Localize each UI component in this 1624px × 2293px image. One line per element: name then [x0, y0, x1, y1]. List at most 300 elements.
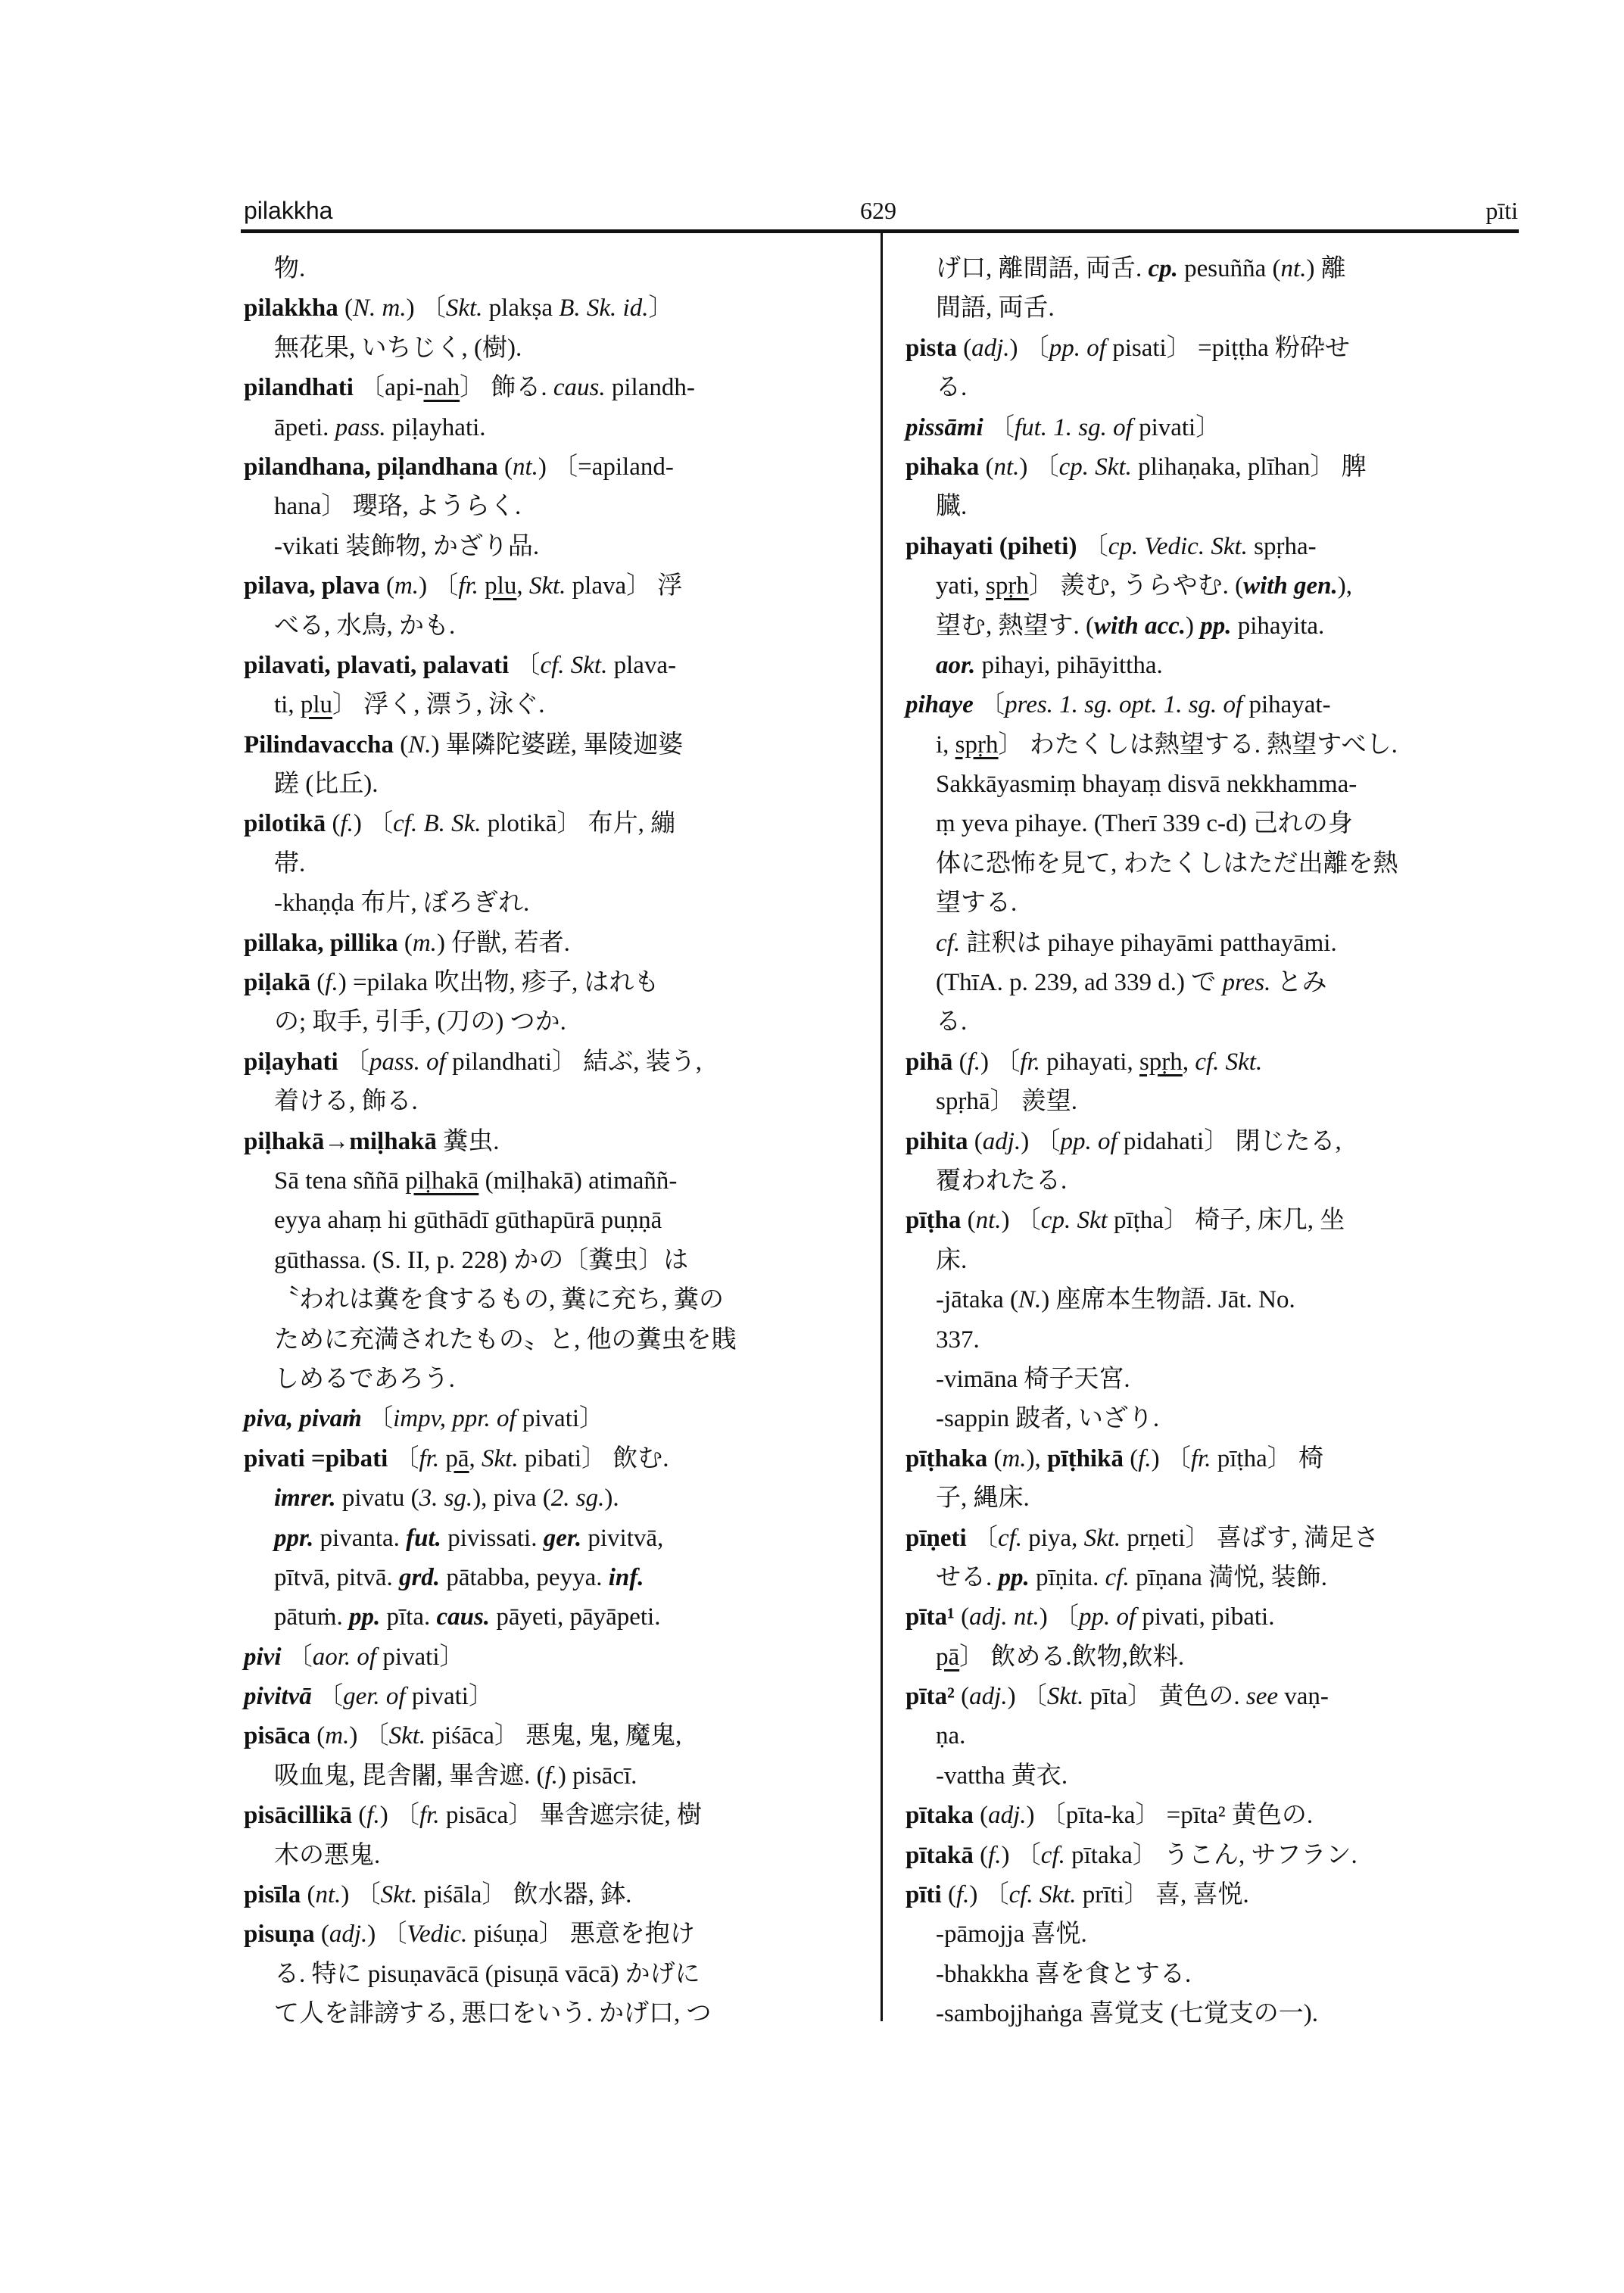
entry-text: fut. 1. sg. of	[1014, 413, 1133, 441]
entry-headline	[906, 685, 1519, 724]
entry-text: f.	[325, 969, 338, 997]
entry-continuation-line	[244, 1280, 875, 1319]
entry-text: cp.	[1148, 255, 1178, 282]
entry-text: pihayat-	[1242, 691, 1331, 719]
headword: pīṭhikā	[1047, 1444, 1124, 1472]
entry-continuation-line	[244, 1201, 875, 1240]
entry-continuation-line	[906, 1637, 1519, 1677]
entry-text: Skt.	[380, 1881, 418, 1909]
headword: pīṭha	[906, 1207, 962, 1235]
entry-text: 覆われたる.	[936, 1167, 1068, 1195]
entry-continuation-line	[244, 844, 875, 883]
entry-text: -vimāna 椅子天宮.	[936, 1365, 1130, 1393]
entry-text: 子, 縄床.	[936, 1485, 1030, 1513]
entry-continuation-line	[244, 487, 875, 526]
entry-text: f.	[366, 1802, 380, 1830]
entry-text: げ口, 離間語, 両舌.	[936, 255, 1149, 282]
headword: pisuṇa	[244, 1921, 315, 1949]
headword: pissāmi	[906, 413, 983, 441]
entry-text: pihayati,	[1040, 1048, 1139, 1076]
entry-continuation-line	[906, 1756, 1519, 1796]
entry-text: Skt.	[1083, 1524, 1121, 1552]
entry-text: adj.	[982, 1127, 1021, 1155]
entry-headline	[906, 1519, 1519, 1558]
entry-text: aor. of	[312, 1643, 377, 1671]
entry-continuation-line	[906, 1994, 1519, 2033]
entry-text: 〕	[648, 294, 674, 322]
headword: pīta¹	[906, 1603, 955, 1631]
entry-continuation-line	[244, 1994, 875, 2033]
column-divider	[881, 233, 883, 2021]
entry-continuation-line	[244, 883, 875, 923]
entry-text: 〔	[338, 1048, 369, 1076]
entry-text	[478, 572, 485, 600]
entry-continuation-line	[244, 606, 875, 646]
entry-headline	[244, 1042, 875, 1082]
entry-continuation-line	[906, 804, 1519, 843]
entry-text: ) 〔	[341, 1881, 381, 1909]
entry-headline	[906, 1875, 1519, 1914]
entry-text: pivati〕	[376, 1643, 465, 1671]
header-rule	[241, 229, 1519, 233]
entry-headline	[906, 1597, 1519, 1637]
entry-continuation-line	[244, 685, 875, 724]
entry-headline	[244, 646, 875, 685]
entry-text: fut.	[406, 1524, 441, 1552]
entry-text: ṇa.	[936, 1722, 966, 1750]
entry-text: pivati, pibati.	[1136, 1603, 1275, 1631]
headword: pista	[906, 334, 957, 362]
entry-text: Vedic.	[407, 1921, 468, 1949]
entry-continuation-line	[244, 765, 875, 804]
entry-text: 無花果, いちじく, (樹).	[274, 334, 522, 362]
entry-text: pp. of	[1049, 334, 1106, 362]
entry-text: cf. B. Sk.	[393, 810, 482, 838]
entry-text: ti,	[274, 691, 301, 719]
entry-text: adj.	[988, 1802, 1027, 1830]
entry-text: (	[497, 453, 513, 481]
entry-text: cf.	[936, 929, 961, 957]
entry-continuation-line	[244, 1519, 875, 1558]
entry-headline	[244, 288, 875, 328]
entry-text: plotikā〕 布片, 繃	[481, 810, 676, 838]
entry-text: fr.	[419, 1802, 440, 1830]
entry-headline	[244, 1122, 875, 1161]
entry-text: 〔	[983, 413, 1015, 441]
entry-text: impv, ppr. of	[393, 1405, 516, 1433]
entry-text: Skt.	[445, 294, 483, 322]
entry-headline	[244, 725, 875, 765]
entry-continuation-line	[244, 1002, 875, 1042]
entry-headline	[906, 1042, 1519, 1082]
entry-text: pivissati.	[441, 1524, 544, 1552]
headword: pīta²	[906, 1683, 955, 1711]
entry-text: pass. of	[369, 1048, 446, 1076]
entry-text: 吸血鬼, 毘舎闍, 畢舎遮. (	[274, 1762, 545, 1790]
entry-continuation-line	[906, 924, 1519, 963]
entry-continuation-line	[906, 288, 1519, 328]
entry-text: pīta〕 黄色の.	[1083, 1683, 1246, 1711]
entry-text: adj. nt.	[969, 1603, 1040, 1631]
entry-text: cf.	[997, 1524, 1023, 1552]
entry-text: ) 〔=apiland-	[538, 453, 674, 481]
entry-text: see	[1245, 1683, 1279, 1711]
entry-text: (	[310, 969, 326, 997]
entry-text: とみ	[1270, 969, 1327, 997]
entry-headline	[244, 1796, 875, 1835]
entry-text: f.	[340, 810, 354, 838]
entry-text: 望む, 熱望す. (	[936, 612, 1094, 640]
entry-continuation-line	[906, 1716, 1519, 1756]
entry-text: N. m.	[353, 294, 407, 322]
entry-text: (	[338, 294, 353, 322]
entry-text: nt.	[1280, 255, 1307, 282]
entry-continuation-line	[906, 883, 1519, 923]
entry-text: ) 〔pīta-ka〕 =pīta² 黄色の.	[1026, 1802, 1314, 1830]
entry-continuation-line	[906, 963, 1519, 1002]
entry-text: pp.	[998, 1563, 1030, 1591]
entry-text: ) 離	[1306, 255, 1346, 282]
entry-text: pisati〕 =piṭṭha 粉砕せ	[1105, 334, 1350, 362]
entry-continuation-line	[244, 329, 875, 368]
entry-text: pā	[445, 1444, 469, 1472]
entry-text: 〔	[281, 1643, 313, 1671]
entry-text: (ThīA. p. 239, ad 339 d.) で	[936, 969, 1223, 997]
entry-text: adj.	[329, 1921, 368, 1949]
entry-text: ) 〔	[406, 294, 446, 322]
headword: pilandhati	[244, 374, 354, 402]
entry-text: 帯.	[274, 849, 306, 877]
entry-text: f.	[1138, 1444, 1152, 1472]
entry-text: ) 〔	[1021, 1127, 1061, 1155]
entry-headline	[244, 1716, 875, 1756]
running-head-right: pīti	[1485, 197, 1518, 224]
entry-headline	[244, 1439, 875, 1478]
entry-text: Skt.	[482, 1444, 519, 1472]
entry-continuation-line	[244, 1320, 875, 1360]
entry-text: pātabba, peyya.	[440, 1563, 609, 1591]
entry-text: ) 〔	[353, 810, 394, 838]
entry-text: prīti〕 喜, 喜悦.	[1076, 1881, 1249, 1909]
entry-continuation-line	[244, 1597, 875, 1637]
entry-text: (	[979, 453, 994, 481]
entry-text: 〕 わたくしは熱望する. 熱望すべし.	[998, 731, 1398, 759]
entry-continuation-line	[906, 725, 1519, 765]
entry-text: て人を誹謗する, 悪口をいう. かげ口, つ	[274, 2000, 712, 2028]
entry-text: grd.	[398, 1563, 441, 1591]
entry-text: cf. Skt.	[540, 651, 608, 679]
entry-text: 〕 飾る.	[460, 374, 553, 402]
entry-text: m.	[394, 572, 419, 600]
headword: pīti	[906, 1881, 942, 1909]
entry-headline	[906, 1836, 1519, 1875]
entry-text: adj.	[971, 334, 1010, 362]
headword: pilava, plava	[244, 572, 380, 600]
entry-text: ) =pilaka 吹出物, 疹子, はれも	[338, 969, 659, 997]
entry-text: ) 〔	[1001, 1207, 1041, 1235]
headword: pisīla	[244, 1881, 301, 1909]
entry-text: cf. Skt.	[1008, 1881, 1077, 1909]
entry-text: ) pisācī.	[557, 1762, 637, 1790]
entry-text: (	[973, 1841, 989, 1869]
entry-continuation-line	[906, 249, 1519, 288]
entry-text: pesuñña (	[1177, 255, 1281, 282]
entry-text: 〔	[1077, 532, 1108, 560]
entry-continuation-line	[906, 1082, 1519, 1121]
entry-continuation-line	[244, 408, 875, 447]
entry-text: Sā tena sññā	[274, 1167, 406, 1195]
entry-continuation-line	[244, 527, 875, 566]
entry-text: pp.	[1200, 612, 1232, 640]
entry-text: ,	[469, 1444, 482, 1472]
entry-text: pāyeti, pāyāpeti.	[490, 1603, 661, 1631]
entry-text: N.	[408, 731, 432, 759]
headword: pilakkha	[244, 294, 338, 322]
entry-text: 〕 羨む, うらやむ. (	[1028, 572, 1244, 600]
entry-text: 物.	[274, 255, 306, 282]
entry-text: 臓.	[936, 493, 968, 521]
entry-text: ,	[1182, 1048, 1195, 1076]
entry-text: 3. sg.	[419, 1485, 473, 1513]
entry-text: (miḷhakā) atimaññ-	[478, 1167, 678, 1195]
entry-text: f.	[988, 1841, 1002, 1869]
entry-text: 〔	[509, 651, 541, 679]
entry-text: 蹉 (比丘).	[274, 771, 379, 799]
entry-text: ,	[516, 572, 529, 600]
entry-text: pres.	[1222, 969, 1271, 997]
entry-text: piḷayhati.	[385, 413, 486, 441]
entry-text: (	[352, 1802, 367, 1830]
entry-text: ) 〔	[1001, 1841, 1041, 1869]
entry-text: -bhakkha 喜を食とする.	[936, 1960, 1192, 1988]
entry-text: 体に恐怖を見て, わたくしはただ出離を熱	[936, 849, 1398, 877]
entry-text: āpeti.	[274, 413, 335, 441]
entry-text: せる.	[936, 1563, 999, 1591]
entry-continuation-line	[906, 487, 1519, 526]
entry-text: ために充満されたもの〟と, 他の糞虫を賎	[274, 1326, 737, 1354]
entry-text: plu	[300, 691, 333, 719]
entry-continuation-line	[906, 606, 1519, 646]
entry-text: Sakkāyasmiṃ bhayaṃ disvā nekkhamma-	[936, 771, 1357, 799]
entry-text: 〕 浮く, 漂う, 泳ぐ.	[332, 691, 545, 719]
entry-text: の; 取手, 引手, (刀の) つか.	[274, 1008, 566, 1036]
entry-text: ), piva (	[472, 1485, 551, 1513]
entry-continuation-line	[244, 1241, 875, 1280]
headword: pilotikā	[244, 810, 326, 838]
entry-text: pp.	[348, 1603, 381, 1631]
entry-text: spṛha-	[1247, 532, 1317, 560]
entry-headline	[244, 1875, 875, 1914]
entry-text: (	[1123, 1444, 1139, 1472]
entry-headline	[244, 924, 875, 963]
headword: pīṭhaka	[906, 1444, 988, 1472]
entry-text: prṇeti〕 喜ばす, 満足さ	[1121, 1524, 1379, 1552]
entry-continuation-line	[906, 1478, 1519, 1518]
entry-headline	[244, 368, 875, 407]
entry-text: cp. Vedic. Skt.	[1108, 532, 1248, 560]
entry-continuation-line	[906, 646, 1519, 685]
entry-text: ) 仔獣, 若者.	[436, 929, 570, 957]
entry-text: caus.	[553, 374, 606, 402]
entry-headline	[244, 1677, 875, 1716]
headword: piḷakā	[244, 969, 311, 997]
entry-continuation-line	[906, 1241, 1519, 1280]
entry-continuation-line	[906, 1161, 1519, 1201]
entry-text: -sappin 跛者, いざり.	[936, 1405, 1160, 1433]
entry-text: る.	[936, 1008, 968, 1036]
entry-text: 糞虫.	[436, 1127, 500, 1155]
entry-headline	[906, 408, 1519, 447]
entry-continuation-line	[906, 1002, 1519, 1042]
entry-text: N.	[1018, 1286, 1042, 1314]
entry-text: pītvā, pitvā.	[274, 1563, 399, 1591]
headword: imrer.	[274, 1485, 336, 1513]
headword: piḷhakā→miḷhakā	[244, 1127, 437, 1155]
entry-text: pivati〕	[1132, 413, 1221, 441]
entry-text: (	[968, 1127, 983, 1155]
entry-text: pisāca〕 畢舎遮宗徒, 樹	[439, 1802, 703, 1830]
entry-text: ) 座席本生物語. Jāt. No.	[1041, 1286, 1295, 1314]
entry-text: -jātaka (	[936, 1286, 1019, 1314]
entry-text: cf. Skt.	[1195, 1048, 1263, 1076]
entry-text: plu	[485, 572, 517, 600]
headword: pilandhana, piḷandhana	[244, 453, 498, 481]
entry-text: piśāla〕 飲水器, 鉢.	[417, 1881, 632, 1909]
entry-text: (	[956, 334, 972, 362]
entry-text: m.	[412, 929, 437, 957]
entry-text: pīta.	[380, 1603, 437, 1631]
entry-text: 註釈は pihaye pihayāmi patthayāmi.	[960, 929, 1337, 957]
entry-text: adj.	[969, 1683, 1008, 1711]
entry-text: plava-	[607, 651, 677, 679]
entry-continuation-line	[906, 1399, 1519, 1438]
running-head-left: pilakkha	[244, 197, 333, 224]
entry-text: ) 〔	[1019, 453, 1059, 481]
entry-text: (	[973, 1802, 989, 1830]
headword: pisāca	[244, 1722, 311, 1750]
entry-text: (	[952, 1048, 968, 1076]
entry-continuation-line	[906, 1955, 1519, 1994]
entry-continuation-line	[244, 1836, 875, 1875]
entry-text: pivanta.	[313, 1524, 407, 1552]
entry-text: nt.	[993, 453, 1020, 481]
entry-text: -khaṇḍa 布片, ぼろぎれ.	[274, 889, 530, 918]
entry-text: ).	[604, 1485, 619, 1513]
entry-continuation-line	[906, 368, 1519, 407]
headword: piḷayhati	[244, 1048, 338, 1076]
entry-text: ṃ yeva pihaye. (Therī 339 c-d) 己れの身	[936, 810, 1353, 838]
entry-text: )	[1186, 612, 1201, 640]
entry-headline	[244, 1914, 875, 1954]
entry-text: plava〕 浮	[566, 572, 683, 600]
entry-text: f.	[544, 1762, 558, 1790]
entry-text: plihaṇaka, plīhan〕 脾	[1131, 453, 1367, 481]
entry-text: m.	[325, 1722, 350, 1750]
entry-text: cf.	[1040, 1841, 1065, 1869]
entry-headline	[906, 447, 1519, 487]
entry-continuation-line	[244, 1082, 875, 1121]
entry-headline	[244, 963, 875, 1002]
entry-text: pilandhati〕 結ぶ, 装う,	[445, 1048, 703, 1076]
entry-text: ) 畢隣陀婆蹉, 畢陵迦婆	[431, 731, 684, 759]
entry-text: 〔	[973, 691, 1005, 719]
entry-text: f.	[967, 1048, 981, 1076]
entry-continuation-line	[906, 1914, 1519, 1954]
entry-headline	[244, 804, 875, 843]
entry-text: pīṇita.	[1029, 1563, 1105, 1591]
entry-text: -vattha 黄衣.	[936, 1762, 1068, 1790]
entry-text: Skt.	[1046, 1683, 1084, 1711]
entry-text: fr.	[1020, 1048, 1040, 1076]
entry-text: ),	[1026, 1444, 1048, 1472]
entry-text: ) 〔	[1007, 1683, 1047, 1711]
entry-text: spṛh	[1139, 1048, 1183, 1076]
page-number: 629	[860, 197, 896, 224]
entry-continuation-line	[906, 765, 1519, 804]
entry-text: pres. 1. sg. opt. 1. sg. of	[1005, 691, 1243, 719]
entry-text: pā	[936, 1643, 960, 1671]
entry-text: fr.	[1190, 1444, 1211, 1472]
headword: pīṇeti	[906, 1524, 967, 1552]
entry-text: f.	[955, 1881, 970, 1909]
entry-text: (	[394, 731, 409, 759]
entry-text: 〝われは糞を食するもの, 糞に充ち, 糞の	[274, 1286, 724, 1314]
entry-headline	[244, 1637, 875, 1677]
entry-headline	[244, 447, 875, 487]
entry-text: m.	[1002, 1444, 1027, 1472]
entry-continuation-line	[906, 1320, 1519, 1360]
entry-text: gūthassa. (S. II, p. 228) かの〔糞虫〕は	[274, 1246, 689, 1274]
left-column	[244, 249, 875, 2034]
entry-headline	[906, 1201, 1519, 1240]
entry-text: pilandh-	[605, 374, 695, 402]
entry-headline	[906, 1677, 1519, 1716]
entry-text: 着ける, 飾る.	[274, 1088, 418, 1116]
entry-text: ) 〔	[980, 1048, 1021, 1076]
headword: piva, pivaṁ	[244, 1405, 362, 1433]
entry-text: piya,	[1022, 1524, 1084, 1552]
entry-text: pivati〕	[516, 1405, 605, 1433]
headword: pihaye	[906, 691, 974, 719]
headword: pisācillikā	[244, 1802, 353, 1830]
entry-text: ) 〔	[349, 1722, 389, 1750]
entry-text: fr.	[419, 1444, 440, 1472]
headword: pivati =pibati	[244, 1444, 388, 1472]
entry-text: pihayi, pihāyittha.	[975, 651, 1163, 679]
entry-continuation-line	[906, 844, 1519, 883]
headword: pihayati (piheti)	[906, 532, 1077, 560]
headword: pilavati, plavati, palavati	[244, 651, 510, 679]
entry-text: nt.	[512, 453, 538, 481]
headword: pihita	[906, 1127, 968, 1155]
entry-text: with gen.	[1243, 572, 1338, 600]
entry-text: yati,	[936, 572, 986, 600]
entry-continuation-line	[244, 1478, 875, 1518]
right-column	[906, 249, 1519, 2034]
entry-text: pīṭha〕 椅	[1211, 1444, 1323, 1472]
entry-text: hana〕 瓔珞, ようらく.	[274, 493, 522, 521]
entry-text: (	[954, 1603, 970, 1631]
entry-text: nt.	[975, 1207, 1002, 1235]
entry-text: (	[941, 1881, 956, 1909]
entry-text: spṛh	[985, 572, 1029, 600]
entry-text: 望する.	[936, 889, 1018, 918]
entry-continuation-line	[906, 566, 1519, 606]
entry-text: cf.	[1105, 1563, 1130, 1591]
entry-text: 〕 飲める.飲物,飲料.	[959, 1643, 1185, 1671]
entry-text: ger.	[543, 1524, 582, 1552]
entry-text: -pāmojja 喜悦.	[936, 1921, 1087, 1949]
